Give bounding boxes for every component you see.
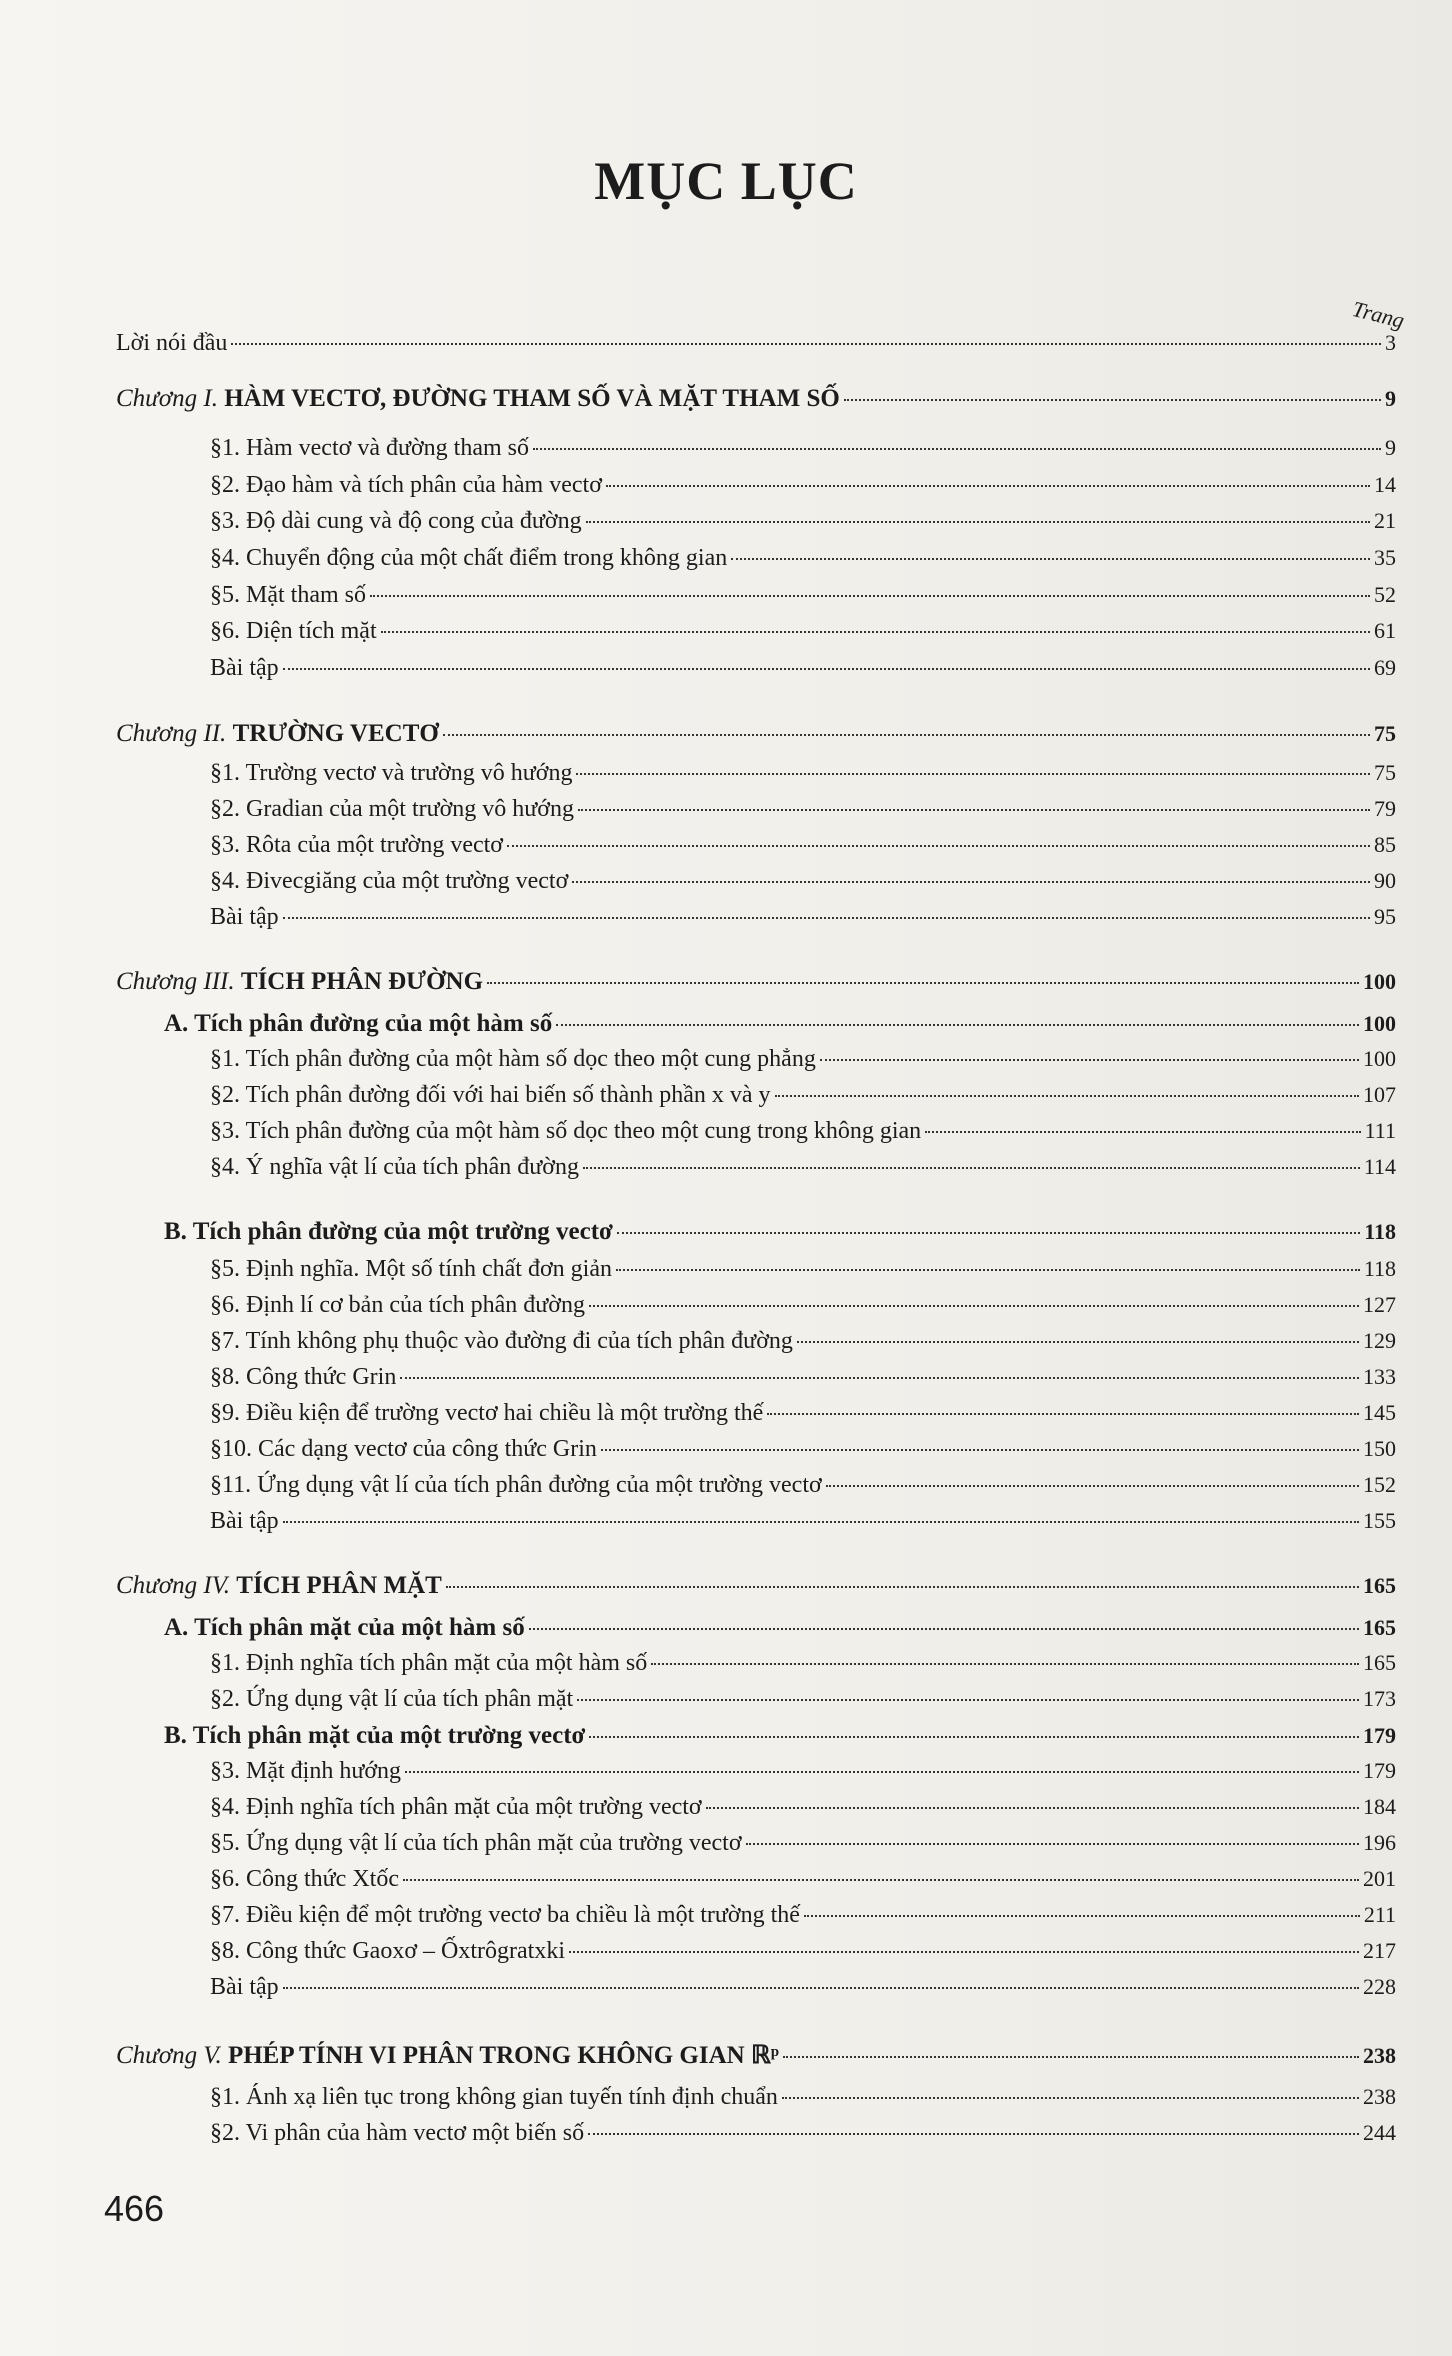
dot-leader (586, 521, 1370, 523)
toc-part-entry (164, 1722, 1396, 1750)
toc-entry-text: §8. Công thức Gaoxơ – Ốxtrôgratxki (210, 1938, 565, 1964)
toc-entry-text: §9. Điều kiện để trường vectơ hai chiều là một trường thế (210, 1400, 764, 1426)
toc-entry-label (210, 1794, 702, 1821)
toc-page-number: 184 (1363, 1794, 1396, 1819)
dot-leader (820, 1059, 1359, 1061)
chapter-prefix: Chương IV. (116, 1572, 237, 1599)
toc-entry-text: PHÉP TÍNH VI PHÂN TRONG KHÔNG GIAN ℝᵖ (227, 2042, 779, 2069)
toc-page-number: 100 (1363, 969, 1396, 994)
toc-entry-label (210, 655, 279, 682)
dot-leader (370, 595, 1370, 597)
toc-entry-label (210, 545, 727, 572)
toc-entry (210, 1758, 1396, 1785)
dot-leader (572, 881, 1370, 883)
toc-entry-text: §7. Điều kiện để một trường vectơ ba chiều là một trường thế (210, 1902, 800, 1928)
toc-entry-text: B. Tích phân đường của một trường vectơ (164, 1218, 613, 1245)
toc-entry-text: §1. Hàm vectơ và đường tham số (210, 435, 529, 461)
dot-leader (403, 1879, 1359, 1881)
toc-page-number: 133 (1363, 1364, 1396, 1389)
toc-page-number: 145 (1363, 1400, 1396, 1425)
toc-entry-text: §10. Các dạng vectơ của công thức Grin (210, 1436, 597, 1462)
toc-entry-label (210, 832, 503, 859)
toc-page-number: 118 (1363, 1256, 1396, 1281)
toc-page-number: 238 (1363, 2043, 1396, 2068)
page-column-heading: Trang (1349, 296, 1407, 334)
toc-entry-label (210, 1650, 647, 1677)
chapter-prefix: Chương I. (116, 385, 225, 412)
toc-entry-label (210, 1154, 579, 1181)
toc-page-number: 9 (1385, 435, 1396, 460)
toc-entry-text: §2. Vi phân của hàm vectơ một biến số (210, 2120, 585, 2146)
dot-leader (443, 734, 1370, 736)
toc-entry (210, 655, 1396, 682)
toc-entry-label (210, 1974, 279, 2001)
dot-leader (589, 1305, 1359, 1307)
toc-part-entry (164, 1010, 1396, 1038)
toc-entry-label (210, 1436, 597, 1463)
toc-entry-text: HÀM VECTƠ, ĐƯỜNG THAM SỐ VÀ MẶT THAM SỐ (224, 385, 840, 412)
toc-entry (210, 435, 1396, 462)
toc-entry-text: §6. Diện tích mặt (210, 618, 377, 644)
toc-entry-text: §5. Mặt tham số (210, 582, 366, 608)
dot-leader (651, 1663, 1359, 1665)
toc-entry (210, 1082, 1396, 1109)
toc-part-entry (164, 1614, 1396, 1642)
toc-page-number: 196 (1363, 1830, 1396, 1855)
toc-entry-text: §3. Độ dài cung và độ cong của đường (210, 508, 582, 534)
toc-entry (210, 1292, 1396, 1319)
dot-leader (576, 773, 1370, 775)
toc-entry-text: A. Tích phân mặt của một hàm số (164, 1614, 525, 1641)
toc-page-number: 244 (1363, 2120, 1396, 2145)
dot-leader (797, 1341, 1359, 1343)
toc-entry-label (210, 904, 279, 931)
dot-leader (283, 1987, 1359, 1989)
toc-page-number: 238 (1363, 2084, 1396, 2109)
dot-leader (446, 1586, 1359, 1588)
toc-entry-text: Bài tập (210, 1974, 279, 2000)
toc-page-number: 152 (1363, 1472, 1396, 1497)
toc-entry (210, 2120, 1396, 2147)
toc-entry-text: §5. Ứng dụng vật lí của tích phân mặt của trường vectơ (210, 1830, 742, 1856)
toc-entry (210, 832, 1396, 859)
toc-page-number: 114 (1363, 1154, 1396, 1179)
toc-entry-label (210, 1508, 279, 1535)
toc-entry-text: TÍCH PHÂN ĐƯỜNG (240, 968, 484, 995)
toc-entry-text: Bài tập (210, 904, 279, 930)
toc-page-number: 179 (1363, 1758, 1396, 1783)
toc-part-entry (164, 1218, 1396, 1246)
dot-leader (844, 399, 1381, 401)
dot-leader (925, 1131, 1360, 1133)
dot-leader (533, 448, 1381, 450)
toc-page-number: 95 (1374, 904, 1396, 929)
toc-page-number: 228 (1363, 1974, 1396, 1999)
toc-entry (210, 904, 1396, 931)
toc-entry-text: §3. Tích phân đường của một hàm số dọc theo một cung trong không gian (210, 1118, 922, 1144)
dot-leader (588, 2133, 1359, 2135)
toc-entry-label (210, 1328, 793, 1355)
toc-entry-label (210, 1400, 763, 1427)
chapter-prefix: Chương II. (116, 720, 233, 747)
toc-entry (210, 1974, 1396, 2001)
toc-entry-text: A. Tích phân đường của một hàm số (164, 1010, 553, 1037)
dot-leader (487, 982, 1359, 984)
dot-leader (578, 809, 1370, 811)
dot-leader (617, 1232, 1360, 1234)
toc-entry-label (210, 868, 568, 895)
toc-chapter-entry (116, 968, 1396, 996)
toc-page-number: 61 (1374, 618, 1396, 643)
toc-chapter-entry (116, 1572, 1396, 1600)
toc-entry-label (210, 435, 529, 462)
toc-page-number: 165 (1363, 1650, 1396, 1675)
dot-leader (283, 668, 1370, 670)
toc-entry (210, 1866, 1396, 1893)
toc-entry-label (210, 472, 602, 499)
toc-entry-text: §6. Công thức Xtốc (210, 1866, 399, 1892)
toc-page-number: 3 (1385, 330, 1396, 355)
dot-leader (783, 2056, 1359, 2058)
toc-page-number: 129 (1363, 1328, 1396, 1353)
dot-leader (767, 1413, 1359, 1415)
toc-page-number: 85 (1374, 832, 1396, 857)
toc-entry-label (210, 1364, 396, 1391)
toc-entry (210, 2084, 1396, 2111)
dot-leader (529, 1628, 1359, 1630)
toc-page-number: 21 (1374, 508, 1396, 533)
toc-page-number: 118 (1364, 1219, 1396, 1244)
dot-leader (507, 845, 1370, 847)
toc-page-number: 211 (1363, 1902, 1396, 1927)
toc-entry-text: §1. Tích phân đường của một hàm số dọc theo một cung phẳng (210, 1046, 816, 1072)
toc-entry-label (116, 2040, 779, 2070)
page-number: 466 (104, 2188, 165, 2229)
toc-entry (210, 1328, 1396, 1355)
toc-entry-text: §1. Ánh xạ liên tục trong không gian tuyến tính định chuẩn (210, 2084, 778, 2110)
toc-entry (210, 1046, 1396, 1073)
toc-entry-text: §2. Tích phân đường đối với hai biến số thành phần x và y (210, 1082, 771, 1108)
dot-leader (283, 1521, 1359, 1523)
toc-entry (210, 545, 1396, 572)
toc-entry (116, 330, 1396, 357)
toc-entry-label (210, 1118, 921, 1145)
toc-entry (210, 796, 1396, 823)
toc-entry-label (210, 1758, 401, 1785)
toc-entry-label (116, 720, 439, 748)
toc-entry-text: Bài tập (210, 1508, 279, 1534)
toc-entry (210, 582, 1396, 609)
toc-entry-label (210, 1292, 585, 1319)
toc-entry-label (164, 1218, 613, 1246)
toc-page-number: 52 (1374, 582, 1396, 607)
toc-entry-text: §2. Ứng dụng vật lí của tích phân mặt (210, 1686, 574, 1712)
dot-leader (381, 631, 1370, 633)
toc-entry-label (210, 2084, 778, 2111)
dot-leader (400, 1377, 1359, 1379)
dot-leader (231, 343, 1381, 345)
toc-page-number: 150 (1363, 1436, 1396, 1461)
toc-entry-text: Lời nói đầu (116, 330, 228, 356)
toc-entry-label (116, 330, 227, 357)
toc-page-number: 90 (1374, 868, 1396, 893)
toc-entry (210, 1472, 1396, 1499)
toc-entry (210, 472, 1396, 499)
toc-entry-text: B. Tích phân mặt của một trường vectơ (164, 1722, 586, 1749)
dot-leader (556, 1024, 1359, 1026)
toc-entry (210, 1794, 1396, 1821)
toc-page-number: 165 (1363, 1573, 1396, 1598)
toc-entry (210, 1400, 1396, 1427)
toc-page-number: 69 (1374, 655, 1396, 680)
toc-entry-label (210, 760, 572, 787)
toc-entry (210, 1256, 1396, 1283)
toc-entry-label (164, 1010, 552, 1038)
toc-entry (210, 1650, 1396, 1677)
chapter-prefix: Chương V. (116, 2042, 228, 2069)
toc-entry-label (210, 1866, 399, 1893)
toc-entry-text: §2. Đạo hàm và tích phân của hàm vectơ (210, 472, 602, 498)
page-title: MỤC LỤC (594, 151, 858, 211)
toc-entry-text: §4. Ý nghĩa vật lí của tích phân đường (210, 1154, 579, 1180)
toc-entry-label (210, 796, 574, 823)
toc-entry-text: §2. Gradian của một trường vô hướng (210, 796, 574, 822)
dot-leader (569, 1951, 1359, 1953)
toc-page-number: 79 (1374, 796, 1396, 821)
dot-leader (826, 1485, 1359, 1487)
dot-leader (804, 1915, 1360, 1917)
toc-page-number: 9 (1385, 386, 1396, 411)
dot-leader (583, 1167, 1360, 1169)
toc-page-number: 173 (1363, 1686, 1396, 1711)
dot-leader (706, 1807, 1359, 1809)
toc-page-number: 100 (1363, 1011, 1396, 1036)
toc-entry-text: Bài tập (210, 655, 279, 681)
toc-page-number: 201 (1363, 1866, 1396, 1891)
toc-entry (210, 1938, 1396, 1965)
toc-entry-text: §4. Định nghĩa tích phân mặt của một trường vectơ (210, 1794, 702, 1820)
toc-entry-text: §4. Chuyển động của một chất điểm trong không gian (210, 545, 728, 571)
toc-entry-text: §4. Đivecgiăng của một trường vectơ (210, 868, 569, 894)
dot-leader (601, 1449, 1359, 1451)
dot-leader (775, 1095, 1359, 1097)
toc-page-number: 35 (1374, 545, 1396, 570)
dot-leader (616, 1269, 1360, 1271)
toc-entry-label (210, 1082, 771, 1109)
toc-entry (210, 1436, 1396, 1463)
toc-entry-label (210, 1902, 800, 1929)
toc-entry (210, 760, 1396, 787)
toc-entry-label (116, 968, 483, 996)
toc-entry-label (210, 1938, 565, 1965)
toc-page-number: 127 (1363, 1292, 1396, 1317)
toc-entry-text: TÍCH PHÂN MẶT (236, 1572, 442, 1599)
toc-entry-label (210, 2120, 584, 2147)
dot-leader (283, 917, 1370, 919)
dot-leader (577, 1699, 1359, 1701)
toc-entry-label (210, 1472, 822, 1499)
toc-entry-text: §5. Định nghĩa. Một số tính chất đơn giản (210, 1256, 612, 1282)
toc-chapter-entry (116, 2040, 1396, 2070)
toc-entry (210, 1902, 1396, 1929)
toc-entry-text: §7. Tính không phụ thuộc vào đường đi của tích phân đường (210, 1328, 793, 1354)
toc-page-number: 179 (1363, 1723, 1396, 1748)
toc-entry-text: §1. Trường vectơ và trường vô hướng (210, 760, 573, 786)
dot-leader (606, 485, 1370, 487)
toc-entry-text: §8. Công thức Grin (210, 1364, 397, 1390)
toc-entry-label (116, 1572, 442, 1600)
toc-entry-label (116, 385, 840, 413)
toc-entry-label (210, 618, 377, 645)
toc-entry-text: §6. Định lí cơ bản của tích phân đường (210, 1292, 585, 1318)
toc-entry-label (210, 582, 366, 609)
toc-entry (210, 1118, 1396, 1145)
toc-entry (210, 1686, 1396, 1713)
toc-page-number: 75 (1374, 721, 1396, 746)
dot-leader (746, 1843, 1359, 1845)
toc-entry-text: §11. Ứng dụng vật lí của tích phân đường của một trường vectơ (210, 1472, 822, 1498)
dot-leader (589, 1736, 1359, 1738)
toc-page-number: 14 (1374, 472, 1396, 497)
toc-entry-label (164, 1614, 525, 1642)
toc-entry (210, 1508, 1396, 1535)
toc-entry-label (164, 1722, 585, 1750)
dot-leader (782, 2097, 1359, 2099)
toc-entry (210, 1364, 1396, 1391)
toc-entry (210, 618, 1396, 645)
toc-page-number: 75 (1374, 760, 1396, 785)
toc-entry-text: TRƯỜNG VECTƠ (232, 720, 439, 747)
toc-entry-label (210, 1830, 742, 1857)
toc-entry-label (210, 1256, 612, 1283)
toc-page-number: 165 (1363, 1615, 1396, 1640)
toc-entry-text: §3. Mặt định hướng (210, 1758, 402, 1784)
toc-page-number: 155 (1363, 1508, 1396, 1533)
toc-page-number: 217 (1363, 1938, 1396, 1963)
toc-page-number: 100 (1363, 1046, 1396, 1071)
toc-chapter-entry (116, 385, 1396, 413)
toc-entry (210, 1154, 1396, 1181)
toc-page-number: 111 (1364, 1118, 1396, 1143)
toc-entry-text: §1. Định nghĩa tích phân mặt của một hàm số (210, 1650, 648, 1676)
chapter-prefix: Chương III. (116, 968, 241, 995)
dot-leader (731, 558, 1370, 560)
toc-page-number: 107 (1363, 1082, 1396, 1107)
dot-leader (405, 1771, 1359, 1773)
toc-entry (210, 508, 1396, 535)
toc-entry-label (210, 1686, 573, 1713)
toc-chapter-entry (116, 720, 1396, 748)
toc-entry-label (210, 508, 582, 535)
toc-entry-label (210, 1046, 816, 1073)
toc-entry (210, 1830, 1396, 1857)
toc-entry-text: §3. Rôta của một trường vectơ (210, 832, 503, 858)
toc-entry (210, 868, 1396, 895)
